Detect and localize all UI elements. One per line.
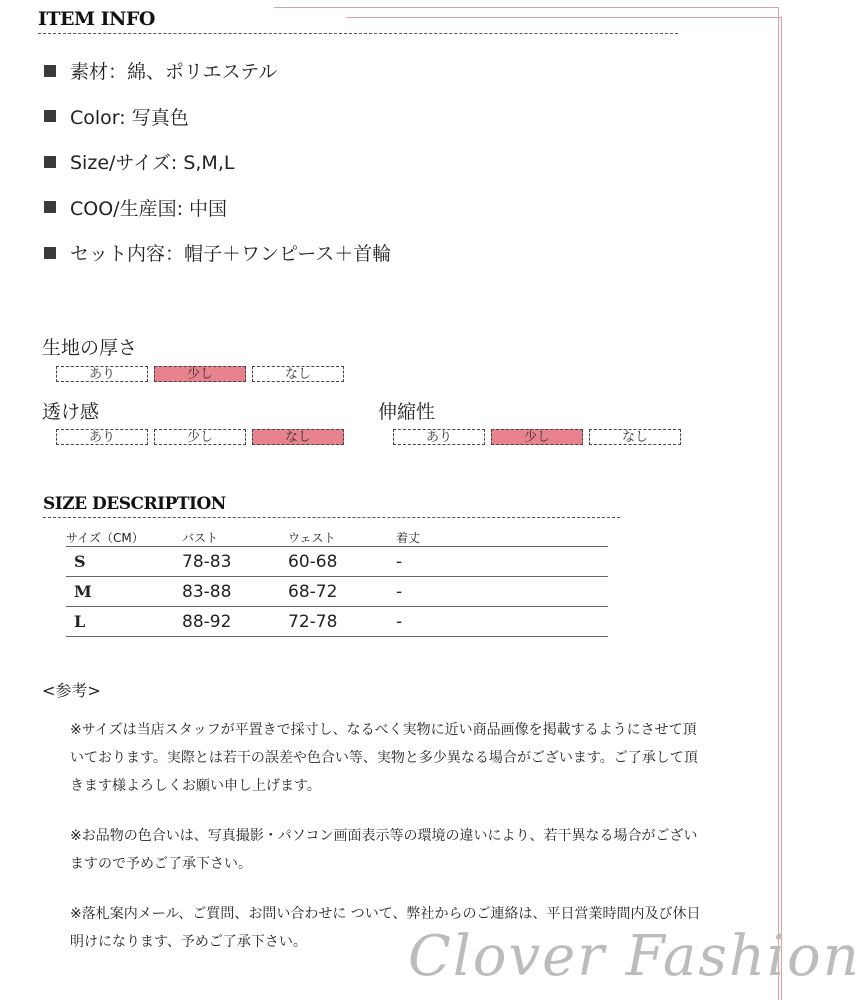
stretch-option: あり — [393, 429, 485, 445]
transparency-option: なし — [252, 429, 344, 445]
item-info-text: 素材：綿、ポリエステル — [70, 61, 278, 84]
reference-note: ※サイズは当店スタッフが平置きで採寸し、なるべく実物に近い商品画像を掲載するようにさせて頂いております。実際とは若干の誤差や色合い等、実物と多少異なる場合がございます。ご了承して頂きます様よろしくお願い申し上げます。 — [70, 722, 698, 794]
size-cell: L — [74, 612, 86, 631]
frame-line-top — [274, 7, 779, 8]
size-description-title: SIZE DESCRIPTION — [43, 494, 226, 514]
thickness-option: なし — [252, 366, 344, 382]
thickness-option: 少し — [154, 366, 246, 382]
bust-cell: 83-88 — [182, 581, 232, 602]
list-item — [44, 230, 391, 276]
frame-line-right-inner — [781, 18, 782, 1000]
bust-cell: 88-92 — [182, 611, 232, 632]
item-info-list — [44, 48, 391, 276]
size-header-size: サイズ（CM） — [66, 531, 144, 545]
thickness-option: あり — [56, 366, 148, 382]
item-info-text: Size/サイズ: S,M,L — [70, 152, 235, 175]
size-cell: M — [74, 582, 92, 601]
list-item — [44, 48, 391, 94]
list-item — [44, 185, 391, 231]
reference-note: ※お品物の色合いは、写真撮影・パソコン画面表示等の環境の違いにより、若干異なる場合がございますので予めご了承下さい。 — [70, 828, 698, 872]
length-cell: - — [396, 611, 403, 632]
item-info-text: COO/生産国: 中国 — [70, 197, 228, 220]
list-item — [44, 94, 391, 140]
size-header-waist: ウェスト — [288, 531, 336, 545]
frame-line-right — [778, 8, 779, 1000]
square-bullet-icon — [44, 156, 56, 168]
frame-line-top-inner — [346, 17, 782, 18]
square-bullet-icon — [44, 247, 56, 259]
size-header-bust: バスト — [182, 531, 219, 545]
transparency-label: 透け感 — [42, 401, 100, 423]
stretch-option: なし — [589, 429, 681, 445]
transparency-option: あり — [56, 429, 148, 445]
transparency-scale — [56, 429, 344, 445]
thickness-scale — [56, 366, 344, 382]
reference-note: ※落札案内メール、ご質問、お問い合わせに ついて、弊社からのご連絡は、平日営業時間内及び休日明けになります、予めご了承下さい。 — [70, 906, 701, 950]
item-info-text: セット内容：帽子＋ワンピース＋首輪 — [70, 243, 392, 266]
square-bullet-icon — [44, 201, 56, 213]
table-row — [66, 577, 608, 607]
table-row — [66, 607, 608, 637]
waist-cell: 60-68 — [288, 551, 338, 572]
thickness-label: 生地の厚さ — [42, 337, 138, 359]
size-table-header — [66, 526, 608, 547]
waist-cell: 72-78 — [288, 611, 338, 632]
square-bullet-icon — [44, 65, 56, 77]
item-info-title: ITEM INFO — [38, 8, 155, 30]
stretch-scale — [393, 429, 681, 445]
transparency-option: 少し — [154, 429, 246, 445]
size-header-length: 着丈 — [396, 531, 421, 545]
stretch-option: 少し — [491, 429, 583, 445]
reference-title: <参考> — [42, 681, 101, 700]
brand-logo: Clover Fashion — [408, 924, 861, 989]
item-info-divider — [38, 33, 678, 34]
table-row — [66, 547, 608, 577]
item-info-text: Color: 写真色 — [70, 106, 189, 129]
waist-cell: 68-72 — [288, 581, 338, 602]
length-cell: - — [396, 551, 403, 572]
size-table — [66, 526, 608, 637]
size-cell: S — [74, 552, 86, 571]
bust-cell: 78-83 — [182, 551, 232, 572]
stretch-label: 伸縮性 — [378, 401, 436, 423]
length-cell: - — [396, 581, 403, 602]
size-description-divider — [43, 517, 620, 518]
square-bullet-icon — [44, 110, 56, 122]
list-item — [44, 139, 391, 185]
